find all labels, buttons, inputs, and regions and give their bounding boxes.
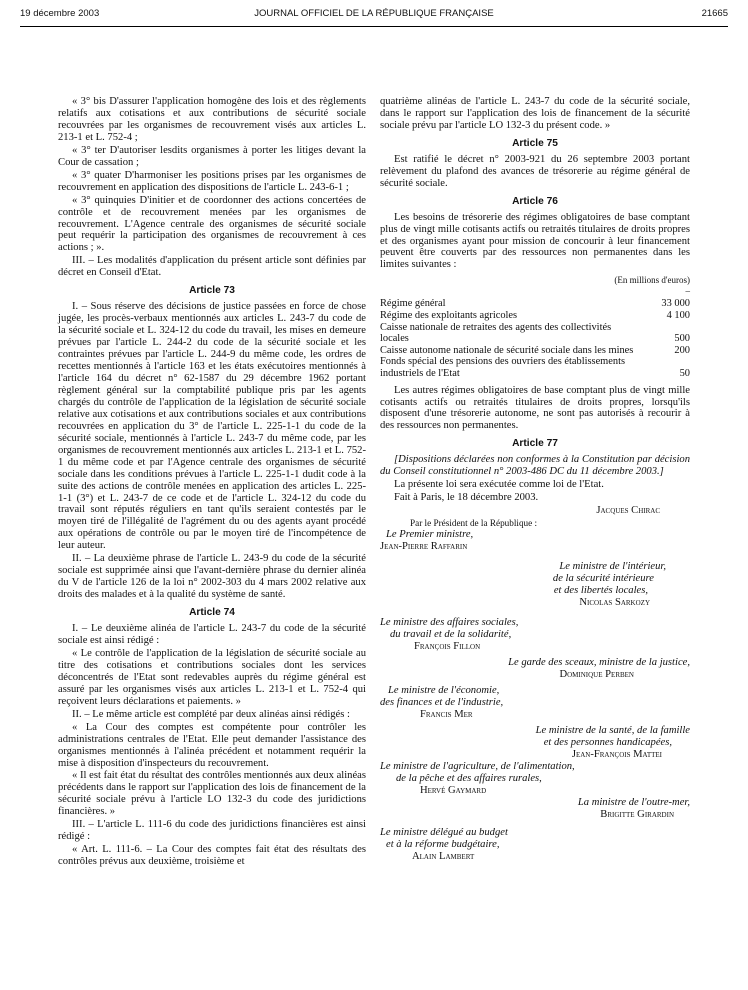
paragraph: « Art. L. 111-6. – La Cour des comptes fait état des résultats des contrôles prévus aux deuxième, troisième et xyxy=(58,844,366,868)
paragraph: « La Cour des comptes est compétente pour contrôler les administrations centrales de l'Etat. Elle peut demander l'assistance des organismes mentionnés à l'alinéa précédent et notamment requérir la mise à disposition d'inspecteurs du recouvrement. xyxy=(58,721,366,769)
table-row-value: 50 xyxy=(679,367,690,379)
signatory-name: Dominique Perben xyxy=(559,669,634,681)
signatory-name: Jean-François Mattei xyxy=(571,749,662,761)
signatory-title: et à la réforme budgétaire, xyxy=(386,839,500,851)
signatory-title: Le Premier ministre, xyxy=(386,529,474,541)
page-number: 21665 xyxy=(701,8,728,19)
table-row-value: 33 000 xyxy=(661,298,690,310)
table-row xyxy=(380,310,690,322)
paragraph: Est ratifié le décret n° 2003-921 du 26 septembre 2003 portant relèvement du plafond des avances de trésorerie au régime général de sécurité sociale. xyxy=(380,153,690,189)
table-row xyxy=(380,298,690,310)
signatory-title: et des personnes handicapées, xyxy=(543,737,672,749)
paragraph: « 3° bis D'assurer l'application homogène des lois et des règlements relatifs aux cotisations et aux contributions de sécurité sociale recouvrées par les organismes de recouvrement visés aux articles L. 213-1 et L. 752-4 ; xyxy=(58,96,366,143)
page-header xyxy=(20,8,728,22)
right-column xyxy=(380,96,690,863)
table-row-label: Fonds spécial des pensions des ouvriers des établissements industriels de l'Etat xyxy=(380,356,626,379)
signatory-title: des finances et de l'industrie, xyxy=(380,697,504,709)
paragraph: I. – Sous réserve des décisions de justice passées en force de chose jugée, les procès-verbaux mentionnés aux articles L. 243-7 du code de la sécurité sociale et L. 324-12 du code du travail, les mises en demeure prévues par l'article L. 244-2 du code de la sécurité sociale et les contraintes prévues par l'article L. 244-9 du même code, les ordres de recettes mentionnés à l'article 163 et les états exécutoires mentionnés à l'article 164 du décret n° 62-1587 du 29 décembre 1962 portant règlement général sur la comptabilité publique pris par les agents chargés du contrôle de l'application de la législation de sécurité sociale relative aux cotisations et aux contributions sociales et aux contributions recouvrées en application du 3° de l'article L. 225-1-1 du code de la sécurité sociale, mentionnés à l'article L. 243-7 du même code, par les organismes de recouvrement mentionnés aux articles L. 213-1 et L. 752-1 du même code et par l'Agence centrale des organismes de sécurité sociale dans les conditions prévues à l'article L. 225-1-1 dudit code à la suite des actions de contrôle menées en application des articles L. 225-1-1 (3°) et L. 243-7 de ce code et de l'article L. 324-12 du code du travail sont réputés réguliers en tant qu'ils seraient contestés par le moyen tiré de l'illégalité de l'agrément du ou des agents ayant procédé aux opérations de contrôle ou par le moyen tiré de l'incompétence de leur auteur. xyxy=(58,301,366,552)
paragraph: Les besoins de trésorerie des régimes obligatoires de base comptant plus de vingt mille cotisants actifs ou retraités titulaires de droits propres et des organismes ayant pour mission de concourir à leur financement peuvent être couverts par des ressources non permanentes dans les limites suivantes : xyxy=(380,211,690,271)
table-row-value: 200 xyxy=(674,344,690,356)
signatory-title: Le ministre de l'économie, xyxy=(388,685,500,697)
signatory-title: Le ministre de l'agriculture, de l'alimentation, xyxy=(380,761,575,773)
table-row-label: Caisse nationale de retraites des agents des collectivités locales xyxy=(380,321,612,345)
paragraph: II. – La deuxième phrase de l'article L. 243-9 du code de la sécurité sociale est supprimée ainsi que l'avant-dernière phrase du dernier alinéa du V de l'article 126 de la loi n° 2002-303 du 4 mars 2002 relative aux droits des malades et à la qualité du système de santé. xyxy=(58,553,366,601)
article-heading: Article 75 xyxy=(512,137,558,149)
paragraph: III. – L'article L. 111-6 du code des juridictions financières est ainsi rédigé : xyxy=(58,819,366,843)
signatory-title: La ministre de l'outre-mer, xyxy=(577,797,690,809)
signatory-name: Francis Mer xyxy=(420,709,473,721)
paragraph: quatrième alinéas de l'article L. 243-7 du code de la sécurité sociale, dans le rapport sur l'application des lois de financement de la sécurité sociale prévu par l'article LO 132-3 du présent code. » xyxy=(380,96,690,131)
paragraph: Les autres régimes obligatoires de base comptant plus de vingt mille cotisants actifs ou retraités titulaires de droits propres, lorsqu'ils disposent d'une trésorerie autonome, ne sont pas autorisés à recourir à des ressources non permanentes. xyxy=(380,384,690,432)
table-row xyxy=(380,356,690,379)
article-heading: Article 74 xyxy=(189,607,235,619)
signatory-name: Nicolas Sarkozy xyxy=(579,597,650,609)
president-mention: Par le Président de la République : xyxy=(410,518,538,529)
left-column xyxy=(58,96,366,869)
paragraph: « Il est fait état du résultat des contrôles mentionnés aux deux alinéas précédents dans le rapport sur l'application des lois de financement de la sécurité sociale prévu à l'article LO 132-3 du code des juridictions financières. » xyxy=(58,770,366,818)
signatory-name: François Fillon xyxy=(414,641,481,653)
signatory-title: de la sécurité intérieure xyxy=(552,573,654,585)
signatory-name: Hervé Gaymard xyxy=(420,785,487,797)
paragraph: II. – Le même article est complété par deux alinéas ainsi rédigés : xyxy=(72,708,350,720)
article-heading: Article 76 xyxy=(512,195,558,207)
table-row xyxy=(380,322,690,345)
paragraph: « Le contrôle de l'application de la législation de sécurité sociale au titre des cotisations et contributions sociales dont les services déconcentrés de l'Etat sont redevables auprès du régime général est assuré par les organismes visés aux articles L. 213-1 et L. 752-4 qui reçoivent leurs déclarations et paiements. » xyxy=(58,647,366,707)
table-row-label: Régime des exploitants agricoles xyxy=(380,309,518,321)
header-rule xyxy=(20,26,728,27)
signatory-name: Alain Lambert xyxy=(412,851,475,863)
article-heading: Article 77 xyxy=(512,438,558,450)
funding-limits-table xyxy=(380,298,690,379)
signatures xyxy=(380,505,690,863)
signatory-title: Le garde des sceaux, ministre de la justice, xyxy=(508,657,690,669)
signatory-name: Jean-Pierre Raffarin xyxy=(380,541,468,553)
table-row-label: Régime général xyxy=(380,298,446,310)
signatory-title: Le ministre de la santé, de la famille xyxy=(535,725,690,737)
paragraph: La présente loi sera exécutée comme loi de l'Etat. xyxy=(394,479,604,491)
table-row-value: 500 xyxy=(674,333,690,345)
table-unit: (En millions d'euros) xyxy=(614,275,690,286)
signatory-title: Le ministre délégué au budget xyxy=(380,827,508,839)
signatory-title: de la pêche et des affaires rurales, xyxy=(396,773,542,785)
table-row-label: Caisse autonome nationale de sécurité sociale dans les mines xyxy=(380,344,634,356)
signatory-title: et des libertés locales, xyxy=(553,585,648,597)
table-row xyxy=(380,345,690,357)
signatory-title: du travail et de la solidarité, xyxy=(390,629,512,641)
paragraph: III. – Les modalités d'application du présent article sont définies par décret en Conseil d'Etat. xyxy=(58,255,366,279)
table-unit-dash: – xyxy=(685,286,690,297)
paragraph: « 3° quinquies D'initier et de coordonner des actions concertées de contrôle et de recouvrement menées par les organismes de recouvrement. L'Agence centrale des organismes de sécurité sociale peut requérir la participation des organismes de recouvrement à ces actions ; ». xyxy=(58,194,366,254)
paragraph: [Dispositions déclarées non conformes à la Constitution par décision du Conseil constitutionnel n° 2003-486 DC du 11 décembre 2003.] xyxy=(380,454,690,478)
journal-title: JOURNAL OFFICIEL DE LA RÉPUBLIQUE FRANÇAISE xyxy=(254,8,494,19)
president-name: Jacques Chirac xyxy=(596,505,660,517)
paragraph: « 3° quater D'harmoniser les positions prises par les organismes de recouvrement en application des dispositions de l'article L. 243-6-1 ; xyxy=(58,169,366,193)
signatory-title: Le ministre de l'intérieur, xyxy=(559,561,666,573)
signatory-title: Le ministre des affaires sociales, xyxy=(380,617,519,629)
table-row-value: 4 100 xyxy=(666,309,690,321)
paragraph: « 3° ter D'autoriser lesdits organismes à porter les litiges devant la Cour de cassation ; xyxy=(58,144,366,168)
paragraph: I. – Le deuxième alinéa de l'article L. 243-7 du code de la sécurité sociale est ainsi rédigé : xyxy=(58,623,366,646)
signatory-name: Brigitte Girardin xyxy=(600,809,674,821)
header-date: 19 décembre 2003 xyxy=(20,8,100,19)
paragraph: Fait à Paris, le 18 décembre 2003. xyxy=(394,492,539,504)
article-heading: Article 73 xyxy=(189,285,235,297)
